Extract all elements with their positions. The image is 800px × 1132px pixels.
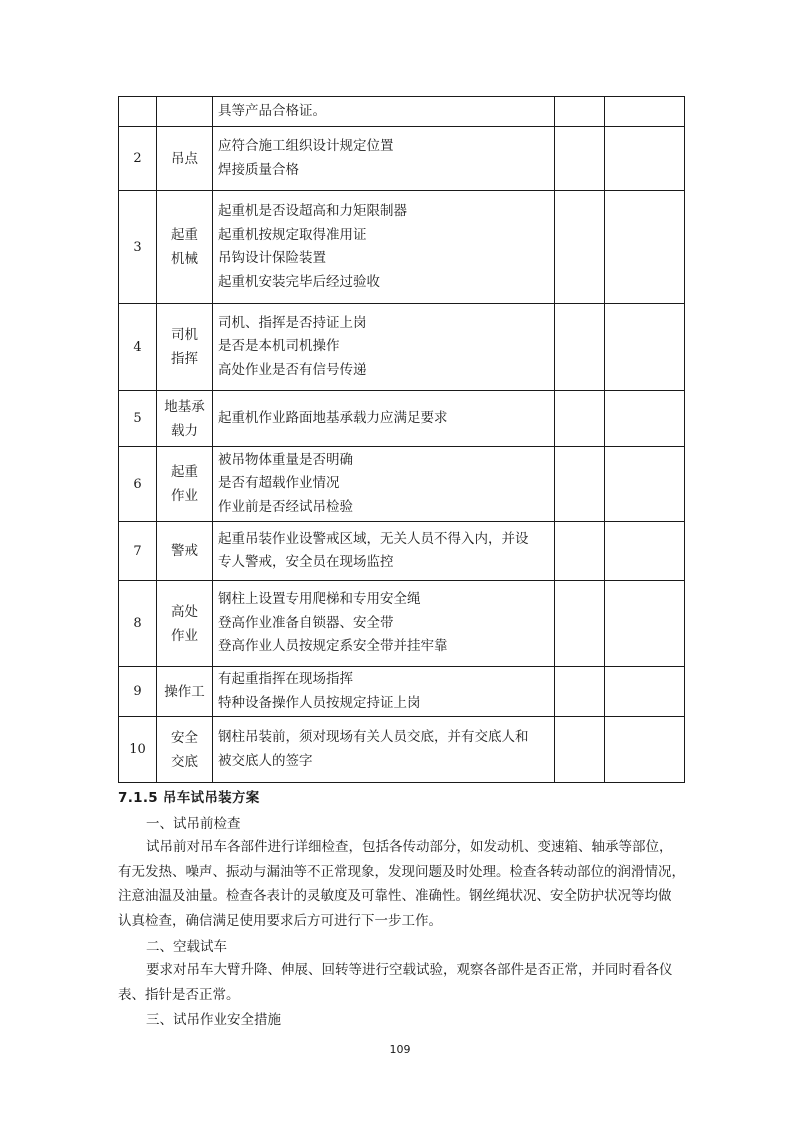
empty-cell-check bbox=[555, 717, 605, 783]
empty-cell-remark bbox=[605, 191, 685, 304]
row-number: 8 bbox=[119, 581, 157, 667]
paragraph-line: 试吊前对吊车各部件进行详细检查，包括各传动部分，如发动机、变速箱、轴承等部位， bbox=[146, 839, 673, 855]
page-number: 109 bbox=[389, 1043, 411, 1056]
row-category bbox=[157, 97, 213, 127]
empty-cell-check bbox=[555, 304, 605, 391]
paragraph-no-load-test bbox=[118, 958, 684, 1007]
table-row bbox=[119, 127, 685, 191]
category-line: 警戒 bbox=[171, 543, 198, 559]
content-line: 作业前是否经试吊检验 bbox=[218, 498, 353, 515]
content-line: 是否有超载作业情况 bbox=[218, 475, 340, 492]
empty-cell-check bbox=[555, 581, 605, 667]
row-category bbox=[157, 127, 213, 191]
content-line: 高处作业是否有信号传递 bbox=[218, 361, 367, 378]
table-row bbox=[119, 581, 685, 667]
empty-cell-remark bbox=[605, 97, 685, 127]
paragraph-line: 注意油温及油量。检查各表计的灵敏度及可靠性、准确性。钢丝绳状况、安全防护状况等均做 bbox=[118, 888, 672, 904]
inspection-table bbox=[118, 96, 685, 783]
empty-cell-check bbox=[555, 127, 605, 191]
content-line: 焊接质量合格 bbox=[218, 161, 299, 178]
row-category bbox=[157, 447, 213, 522]
row-number: 7 bbox=[119, 522, 157, 581]
empty-cell-remark bbox=[605, 667, 685, 717]
empty-cell-remark bbox=[605, 127, 685, 191]
table-row bbox=[119, 391, 685, 447]
category-line: 作业 bbox=[171, 627, 198, 644]
table-row bbox=[119, 304, 685, 391]
empty-cell-remark bbox=[605, 304, 685, 391]
paragraph-line: 要求对吊车大臂升降、伸展、回转等进行空载试验，观察各部件是否正常，并同时看各仪 bbox=[146, 962, 673, 978]
empty-cell-remark bbox=[605, 581, 685, 667]
section-heading: 7.1.5 吊车试吊装方案 bbox=[118, 790, 260, 806]
row-category bbox=[157, 667, 213, 717]
content-line: 是否是本机司机操作 bbox=[218, 338, 340, 355]
category-line: 高处 bbox=[171, 603, 198, 620]
content-line: 专人警戒，安全员在现场监控 bbox=[218, 554, 394, 570]
row-content bbox=[213, 127, 555, 191]
row-category bbox=[157, 304, 213, 391]
subheading-pre-check: 一、试吊前检查 bbox=[146, 816, 241, 832]
category-line: 作业 bbox=[171, 488, 198, 504]
table-row bbox=[119, 97, 685, 127]
category-line: 指挥 bbox=[171, 351, 198, 367]
row-number: 2 bbox=[119, 127, 157, 191]
row-content bbox=[213, 447, 555, 522]
category-line: 吊点 bbox=[171, 150, 198, 167]
empty-cell-check bbox=[555, 97, 605, 127]
empty-cell-remark bbox=[605, 522, 685, 581]
row-category bbox=[157, 522, 213, 581]
row-category bbox=[157, 191, 213, 304]
empty-cell-check bbox=[555, 522, 605, 581]
row-content bbox=[213, 391, 555, 447]
category-line: 起重 bbox=[171, 227, 198, 243]
category-line: 交底 bbox=[171, 753, 198, 770]
empty-cell-check bbox=[555, 191, 605, 304]
paragraph-line: 认真检查，确信满足使用要求后方可进行下一步工作。 bbox=[118, 912, 442, 929]
subheading-no-load-test: 二、空载试车 bbox=[146, 939, 227, 955]
category-line: 地基承 bbox=[164, 398, 205, 415]
content-line: 应符合施工组织设计规定位置 bbox=[218, 138, 394, 154]
row-content bbox=[213, 717, 555, 783]
content-line: 特种设备操作人员按规定持证上岗 bbox=[218, 694, 421, 711]
content-line: 被吊物体重量是否明确 bbox=[218, 451, 353, 468]
row-number: 4 bbox=[119, 304, 157, 391]
row-content bbox=[213, 667, 555, 717]
category-line: 司机 bbox=[171, 327, 198, 343]
row-number: 6 bbox=[119, 447, 157, 522]
row-category bbox=[157, 717, 213, 783]
category-line: 安全 bbox=[171, 729, 198, 746]
content-line: 起重吊装作业设警戒区域，无关人员不得入内，并设 bbox=[218, 530, 529, 547]
row-number: 3 bbox=[119, 191, 157, 304]
row-category bbox=[157, 391, 213, 447]
category-line: 机械 bbox=[171, 251, 198, 267]
content-line: 有起重指挥在现场指挥 bbox=[218, 671, 353, 687]
content-line: 起重机是否设超高和力矩限制器 bbox=[218, 203, 407, 219]
row-number: 10 bbox=[119, 717, 157, 783]
table-row bbox=[119, 717, 685, 783]
subheading-safety-measures: 三、试吊作业安全措施 bbox=[146, 1012, 281, 1028]
empty-cell-remark bbox=[605, 717, 685, 783]
empty-cell-remark bbox=[605, 391, 685, 447]
content-line: 钢柱吊装前，须对现场有关人员交底，并有交底人和 bbox=[218, 729, 529, 745]
empty-cell-check bbox=[555, 447, 605, 522]
row-category bbox=[157, 581, 213, 667]
row-content bbox=[213, 522, 555, 581]
content-line: 登高作业准备自锁器、安全带 bbox=[218, 614, 394, 631]
paragraph-pre-check bbox=[118, 835, 684, 933]
empty-cell-check bbox=[555, 667, 605, 717]
content-line: 登高作业人员按规定系安全带并挂牢靠 bbox=[218, 638, 448, 655]
category-line: 起重 bbox=[171, 464, 198, 480]
content-line: 吊钩设计保险装置 bbox=[218, 250, 326, 266]
category-line: 操作工 bbox=[164, 683, 205, 700]
table-row bbox=[119, 191, 685, 304]
row-number: 9 bbox=[119, 667, 157, 717]
row-content bbox=[213, 191, 555, 304]
paragraph-line: 表、指针是否正常。 bbox=[118, 986, 240, 1003]
empty-cell-check bbox=[555, 391, 605, 447]
paragraph-line: 有无发热、噪声、振动与漏油等不正常现象，发现问题及时处理。检查各转动部位的润滑情况， bbox=[118, 863, 685, 880]
content-line: 起重机按规定取得准用证 bbox=[218, 226, 367, 243]
table-row bbox=[119, 667, 685, 717]
table-row bbox=[119, 522, 685, 581]
content-line: 被交底人的签字 bbox=[218, 752, 313, 769]
row-content bbox=[213, 304, 555, 391]
row-number bbox=[119, 97, 157, 127]
category-line: 载力 bbox=[171, 422, 198, 439]
content-line: 钢柱上设置专用爬梯和专用安全绳 bbox=[218, 591, 421, 608]
row-content bbox=[213, 97, 555, 127]
row-content bbox=[213, 581, 555, 667]
empty-cell-remark bbox=[605, 447, 685, 522]
content-line: 具等产品合格证。 bbox=[218, 102, 326, 119]
content-line: 起重机作业路面地基承载力应满足要求 bbox=[218, 409, 448, 426]
content-line: 起重机安装完毕后经过验收 bbox=[218, 273, 380, 290]
content-line: 司机、指挥是否持证上岗 bbox=[218, 314, 367, 331]
row-number: 5 bbox=[119, 391, 157, 447]
table-row bbox=[119, 447, 685, 522]
